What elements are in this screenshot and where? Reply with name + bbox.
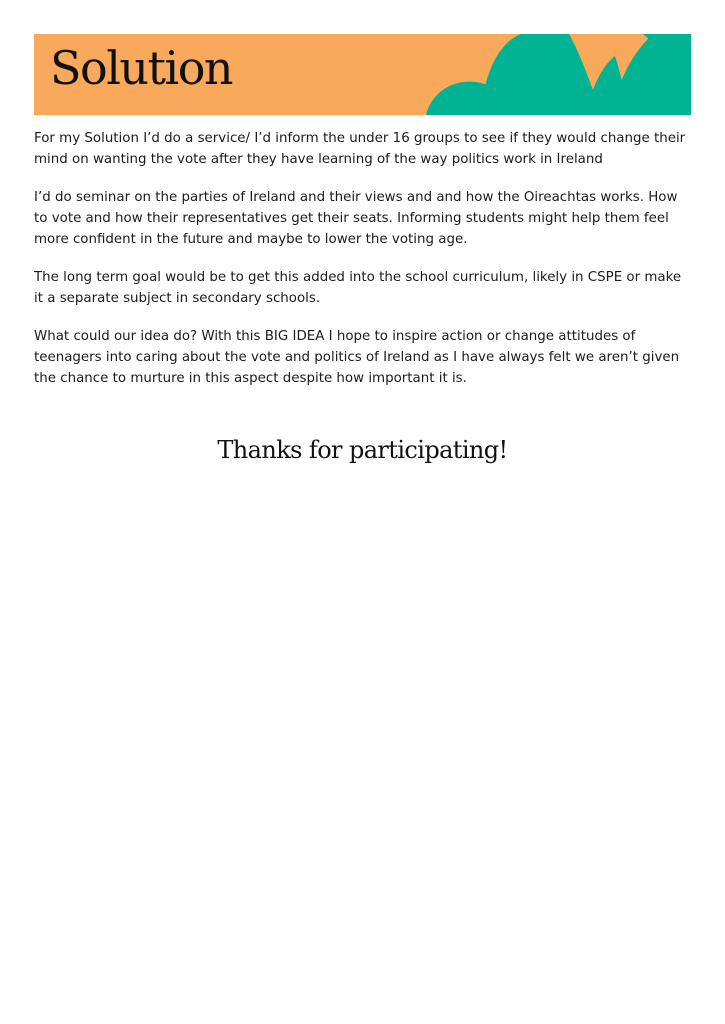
paragraph: I’d do seminar on the parties of Ireland and their views and and how the Oireachtas works. How to vote and how their representatives get their seats. Informing students might help them feel more confident in the future and maybe to lower the voting age.: [34, 190, 678, 247]
paragraph: For my Solution I’d do a service/ I’d inform the under 16 groups to see if they would change their mind on wanting the vote after they have learning of the way politics work in Ireland: [34, 131, 686, 167]
decorative-shapes: [421, 34, 691, 115]
page-title: Solution: [50, 41, 233, 95]
decorative-leaf-middle: [481, 34, 627, 115]
paragraph: What could our idea do? With this BIG IDEA I hope to inspire action or change attitudes of teenagers into caring about the vote and politics of Ireland as I have always felt we aren’t given the chance to murture in this aspect despite how important it is.: [34, 329, 680, 386]
body-text: [34, 128, 694, 406]
paragraph: The long term goal would be to get this added into the school curriculum, likely in CSPE or make it a separate subject in secondary schools.: [34, 270, 682, 306]
closing-message: Thanks for participating!: [217, 436, 508, 464]
decorative-leaf-right: [611, 34, 691, 115]
header-banner: [34, 34, 691, 115]
